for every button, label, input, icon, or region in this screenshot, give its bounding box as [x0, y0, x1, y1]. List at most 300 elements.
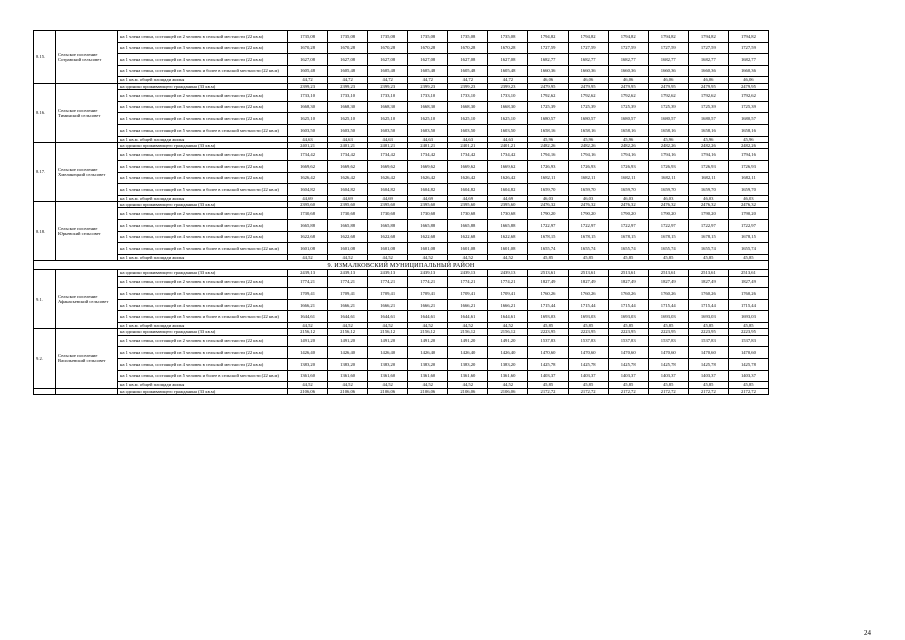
value-cell: 1665,88	[448, 220, 488, 232]
value-cell: 1682,11	[608, 172, 648, 184]
value-cell: 45,85	[688, 254, 728, 260]
value-cell: 1383,20	[488, 358, 528, 370]
table-row	[34, 220, 769, 232]
value-cell: 1605,48	[408, 65, 448, 77]
value-cell: 1491,20	[288, 335, 328, 347]
section-row	[34, 261, 769, 270]
indicator-label: на 1 члена семьи, состоящей из 5 человек и более в сельской местности (22 кв.м)	[118, 311, 288, 323]
value-cell: 1790,20	[528, 208, 568, 220]
value-cell: 1669,62	[408, 160, 448, 172]
value-cell: 1666,21	[328, 299, 368, 311]
value-cell: 1626,42	[448, 172, 488, 184]
value-cell: 45,85	[568, 254, 608, 260]
value-cell: 1383,20	[288, 358, 328, 370]
value-cell: 45,85	[728, 323, 768, 329]
value-cell: 1537,83	[648, 335, 688, 347]
value-cell: 1794,16	[648, 149, 688, 161]
indicator-label: на одиноко проживающего гражданина (33 кв.м)	[118, 142, 288, 148]
value-cell: 2106,06	[488, 388, 528, 394]
value-cell: 1669,62	[488, 160, 528, 172]
value-cell: 1734,42	[488, 149, 528, 161]
value-cell: 1655,74	[528, 243, 568, 255]
value-cell: 2399,23	[288, 83, 328, 89]
value-cell: 1726,93	[728, 160, 768, 172]
value-cell: 2172,72	[688, 388, 728, 394]
value-cell: 1735,08	[488, 31, 528, 43]
indicator-label: на 1 члена семьи, состоящей из 2 человек в сельской местности (22 кв.м)	[118, 276, 288, 288]
value-cell: 2439,13	[448, 270, 488, 276]
value-cell: 1403,37	[688, 370, 728, 382]
value-cell: 1622,68	[368, 231, 408, 243]
value-cell: 1794,16	[608, 149, 648, 161]
value-cell: 44,72	[488, 77, 528, 83]
table-row	[34, 184, 769, 196]
value-cell: 1670,28	[488, 42, 528, 54]
value-cell: 2223,95	[728, 329, 768, 335]
value-cell: 1760,26	[568, 288, 608, 300]
value-cell: 1709,41	[328, 288, 368, 300]
value-cell: 1601,08	[368, 243, 408, 255]
value-cell: 1790,20	[568, 208, 608, 220]
indicator-label: на одиноко проживающего гражданина (33 кв.м)	[118, 202, 288, 208]
value-cell: 1734,42	[328, 149, 368, 161]
value-cell: 1622,68	[448, 231, 488, 243]
value-cell: 1730,68	[288, 208, 328, 220]
indicator-label: на 1 члена семьи, состоящей из 3 человек в сельской местности (22 кв.м)	[118, 347, 288, 359]
value-cell: 2399,23	[408, 83, 448, 89]
value-cell: 1734,42	[288, 149, 328, 161]
value-cell: 1470,60	[648, 347, 688, 359]
value-cell: 2479,95	[648, 83, 688, 89]
value-cell: 1735,08	[368, 31, 408, 43]
value-cell: 1722,97	[688, 220, 728, 232]
value-cell: 1725,39	[528, 101, 568, 113]
value-cell: 1622,68	[488, 231, 528, 243]
settlement-number	[34, 388, 56, 394]
value-cell: 1666,21	[448, 299, 488, 311]
value-cell: 1774,21	[288, 276, 328, 288]
value-cell: 1733,10	[488, 90, 528, 102]
value-cell: 1794,82	[528, 31, 568, 43]
table-row	[34, 231, 769, 243]
value-cell: 2439,13	[488, 270, 528, 276]
value-cell: 1601,08	[448, 243, 488, 255]
value-cell: 1604,82	[408, 184, 448, 196]
value-cell: 1537,83	[528, 335, 568, 347]
value-cell: 2395,60	[488, 202, 528, 208]
value-cell: 1659,70	[528, 184, 568, 196]
value-cell: 2482,26	[648, 142, 688, 148]
value-cell: 1644,61	[488, 311, 528, 323]
value-cell: 1658,16	[688, 124, 728, 136]
value-cell: 2106,06	[288, 388, 328, 394]
value-cell: 1426,40	[448, 347, 488, 359]
value-cell: 1693,03	[608, 311, 648, 323]
table-row	[34, 124, 769, 136]
value-cell: 2395,60	[448, 202, 488, 208]
value-cell: 1659,70	[648, 184, 688, 196]
value-cell: 1730,68	[328, 208, 368, 220]
value-cell: 1665,88	[328, 220, 368, 232]
value-cell: 2106,06	[368, 388, 408, 394]
value-cell: 1537,83	[688, 335, 728, 347]
value-cell: 1644,61	[448, 311, 488, 323]
value-cell: 1426,40	[488, 347, 528, 359]
value-cell: 1727,59	[648, 42, 688, 54]
value-cell: 46,03	[568, 195, 608, 201]
value-cell: 2513,61	[528, 270, 568, 276]
value-cell: 1733,10	[368, 90, 408, 102]
value-cell: 44,63	[408, 136, 448, 142]
indicator-label: на одиноко проживающего гражданина (33 кв.м)	[118, 83, 288, 89]
value-cell: 1655,74	[728, 243, 768, 255]
value-cell: 1426,40	[408, 347, 448, 359]
value-cell: 1792,62	[568, 90, 608, 102]
value-cell: 2172,72	[608, 388, 648, 394]
table-row	[34, 42, 769, 54]
value-cell: 2479,95	[528, 83, 568, 89]
value-cell: 1727,59	[688, 42, 728, 54]
value-cell: 2172,72	[528, 388, 568, 394]
value-cell: 45,96	[648, 136, 688, 142]
settlement-name: Сельское поселение Тиминский сельсовет	[56, 83, 118, 142]
table-row	[34, 388, 769, 394]
value-cell: 1605,48	[288, 65, 328, 77]
value-cell: 2482,26	[728, 142, 768, 148]
value-cell: 1709,41	[448, 288, 488, 300]
value-cell: 1670,28	[328, 42, 368, 54]
value-cell: 2156,12	[448, 329, 488, 335]
value-cell: 1682,11	[568, 172, 608, 184]
value-cell: 1682,77	[568, 54, 608, 66]
indicator-label: на 1 члена семьи, состоящей из 3 человек в сельской местности (22 кв.м)	[118, 220, 288, 232]
value-cell: 1601,08	[408, 243, 448, 255]
value-cell: 1622,68	[288, 231, 328, 243]
value-cell: 1660,36	[568, 65, 608, 77]
value-cell: 1603,50	[368, 124, 408, 136]
value-cell: 46,06	[688, 77, 728, 83]
value-cell: 1735,08	[288, 31, 328, 43]
value-cell: 44,69	[488, 195, 528, 201]
value-cell: 44,63	[288, 136, 328, 142]
value-cell: 1794,16	[728, 149, 768, 161]
value-cell: 44,63	[448, 136, 488, 142]
value-cell: 2479,95	[688, 83, 728, 89]
value-cell: 1715,44	[568, 299, 608, 311]
indicator-label: на 1 члена семьи, состоящей из 2 человек в сельской местности (22 кв.м)	[118, 90, 288, 102]
settlement-name: Сельское поселение Юрьевский сельсовет	[56, 202, 118, 261]
value-cell: 2399,23	[488, 83, 528, 89]
value-cell: 1735,08	[448, 31, 488, 43]
value-cell: 44,52	[408, 382, 448, 388]
value-cell: 1603,50	[408, 124, 448, 136]
value-cell: 1625,10	[408, 113, 448, 125]
value-cell: 1361,60	[408, 370, 448, 382]
value-cell: 2106,06	[328, 388, 368, 394]
value-cell: 44,63	[488, 136, 528, 142]
value-cell: 1669,62	[368, 160, 408, 172]
value-cell: 1760,26	[688, 288, 728, 300]
value-cell: 1655,74	[568, 243, 608, 255]
value-cell: 2106,06	[448, 388, 488, 394]
value-cell: 1425,78	[648, 358, 688, 370]
value-cell: 1604,82	[328, 184, 368, 196]
value-cell: 1603,50	[488, 124, 528, 136]
value-cell: 1668,30	[368, 101, 408, 113]
value-cell: 1669,62	[288, 160, 328, 172]
value-cell: 1627,08	[288, 54, 328, 66]
value-cell: 1665,88	[288, 220, 328, 232]
value-cell: 44,52	[488, 382, 528, 388]
value-cell: 1361,60	[328, 370, 368, 382]
value-cell: 1678,15	[528, 231, 568, 243]
value-cell: 1670,28	[448, 42, 488, 54]
value-cell: 45,96	[608, 136, 648, 142]
value-cell: 44,52	[488, 323, 528, 329]
value-cell: 1734,42	[448, 149, 488, 161]
value-cell: 45,96	[568, 136, 608, 142]
value-cell: 1794,82	[608, 31, 648, 43]
value-cell: 1658,16	[608, 124, 648, 136]
value-cell: 1726,93	[648, 160, 688, 172]
value-cell: 1665,88	[368, 220, 408, 232]
value-cell: 1622,68	[408, 231, 448, 243]
table-row	[34, 172, 769, 184]
value-cell: 1426,40	[368, 347, 408, 359]
value-cell: 1726,93	[688, 160, 728, 172]
value-cell: 2401,21	[408, 142, 448, 148]
value-cell: 1682,11	[648, 172, 688, 184]
value-cell: 46,03	[528, 195, 568, 201]
value-cell: 2156,12	[488, 329, 528, 335]
value-cell: 1790,20	[608, 208, 648, 220]
value-cell: 1725,39	[608, 101, 648, 113]
value-cell: 45,85	[648, 254, 688, 260]
value-cell: 44,72	[448, 77, 488, 83]
value-cell: 1727,59	[728, 42, 768, 54]
indicator-label: на 1 члена семьи, состоящей из 4 человек в сельской местности (22 кв.м)	[118, 299, 288, 311]
value-cell: 1709,41	[288, 288, 328, 300]
value-cell: 1668,30	[288, 101, 328, 113]
value-cell: 1470,60	[528, 347, 568, 359]
value-cell: 1678,15	[648, 231, 688, 243]
value-cell: 2401,21	[488, 142, 528, 148]
table-row	[34, 90, 769, 102]
value-cell: 44,72	[288, 77, 328, 83]
value-cell: 1644,61	[368, 311, 408, 323]
value-cell: 2439,13	[328, 270, 368, 276]
value-cell: 1604,82	[488, 184, 528, 196]
indicator-label: на 1 члена семьи, состоящей из 5 человек и более в сельской местности (22 кв.м)	[118, 370, 288, 382]
value-cell: 1426,40	[328, 347, 368, 359]
value-cell: 45,96	[728, 136, 768, 142]
value-cell: 1760,26	[648, 288, 688, 300]
value-cell: 44,69	[408, 195, 448, 201]
value-cell: 1470,60	[728, 347, 768, 359]
value-cell: 45,85	[688, 382, 728, 388]
value-cell: 1604,82	[448, 184, 488, 196]
value-cell: 1774,21	[488, 276, 528, 288]
value-cell: 1760,26	[608, 288, 648, 300]
value-cell: 45,85	[528, 382, 568, 388]
indicator-label: на 1 члена семьи, состоящей из 5 человек и более в сельской местности (22 кв.м)	[118, 184, 288, 196]
value-cell: 44,69	[328, 195, 368, 201]
indicator-label: на одиноко проживающего гражданина (33 кв.м)	[118, 270, 288, 276]
value-cell: 2401,21	[328, 142, 368, 148]
value-cell: 44,72	[408, 77, 448, 83]
value-cell: 1655,74	[608, 243, 648, 255]
value-cell: 1794,16	[568, 149, 608, 161]
value-cell: 2223,95	[608, 329, 648, 335]
value-cell: 1470,60	[688, 347, 728, 359]
value-cell: 2439,13	[368, 270, 408, 276]
value-cell: 1693,03	[648, 311, 688, 323]
indicator-label: на 1 члена семьи, состоящей из 3 человек в сельской местности (22 кв.м)	[118, 42, 288, 54]
indicator-label: на 1 члена семьи, состоящей из 4 человек в сельской местности (22 кв.м)	[118, 172, 288, 184]
value-cell: 1727,59	[528, 42, 568, 54]
value-cell: 2476,32	[728, 202, 768, 208]
value-cell: 45,96	[688, 136, 728, 142]
value-cell: 1361,60	[448, 370, 488, 382]
value-cell: 1491,20	[448, 335, 488, 347]
value-cell: 2106,06	[408, 388, 448, 394]
value-cell: 1669,62	[448, 160, 488, 172]
value-cell: 44,69	[288, 195, 328, 201]
settlement-number: 8.16.	[34, 83, 56, 142]
indicator-label: на 1 кв.м. общей площади жилья	[118, 382, 288, 388]
value-cell: 1827,49	[568, 276, 608, 288]
value-cell: 1626,42	[488, 172, 528, 184]
value-cell: 1715,44	[608, 299, 648, 311]
value-cell: 45,85	[568, 382, 608, 388]
value-cell: 44,52	[408, 323, 448, 329]
value-cell: 1792,62	[728, 90, 768, 102]
value-cell: 2395,60	[328, 202, 368, 208]
value-cell: 1792,62	[608, 90, 648, 102]
value-cell: 1660,36	[688, 65, 728, 77]
value-cell: 1625,10	[448, 113, 488, 125]
value-cell: 1601,08	[288, 243, 328, 255]
value-cell: 1725,39	[568, 101, 608, 113]
value-cell: 2401,21	[448, 142, 488, 148]
value-cell: 1644,61	[328, 311, 368, 323]
value-cell: 1730,68	[408, 208, 448, 220]
table-row	[34, 335, 769, 347]
value-cell: 1725,39	[648, 101, 688, 113]
value-cell: 44,52	[368, 254, 408, 260]
value-cell: 1403,37	[608, 370, 648, 382]
page-number: 24	[864, 629, 871, 637]
value-cell: 2479,95	[568, 83, 608, 89]
table-row	[34, 243, 769, 255]
value-cell: 44,52	[288, 323, 328, 329]
settlement-name: Сельское поселение Афанасьевский сельсовет	[56, 270, 118, 329]
table-row	[34, 31, 769, 43]
value-cell: 1827,49	[688, 276, 728, 288]
value-cell: 45,85	[728, 254, 768, 260]
value-cell: 2399,23	[328, 83, 368, 89]
value-cell: 1693,03	[568, 311, 608, 323]
indicator-label: на 1 члена семьи, состоящей из 4 человек в сельской местности (22 кв.м)	[118, 113, 288, 125]
value-cell: 1730,68	[448, 208, 488, 220]
table-row	[34, 299, 769, 311]
value-cell: 1709,41	[368, 288, 408, 300]
indicator-label: на 1 кв.м. общей площади жилья	[118, 77, 288, 83]
value-cell: 1670,28	[368, 42, 408, 54]
value-cell: 1659,70	[728, 184, 768, 196]
value-cell: 1722,97	[648, 220, 688, 232]
value-cell: 1604,82	[288, 184, 328, 196]
value-cell: 1666,21	[368, 299, 408, 311]
value-cell: 1626,42	[328, 172, 368, 184]
section-title: 9. ИЗМАЛКОВСКИЙ МУНИЦИПАЛЬНЫЙ РАЙОН	[34, 261, 769, 270]
value-cell: 1730,68	[368, 208, 408, 220]
value-cell: 1383,20	[448, 358, 488, 370]
value-cell: 1425,78	[608, 358, 648, 370]
value-cell: 44,52	[328, 254, 368, 260]
value-cell: 1715,44	[648, 299, 688, 311]
settlement-number: 8.17.	[34, 142, 56, 201]
value-cell: 1625,10	[488, 113, 528, 125]
value-cell: 2482,26	[608, 142, 648, 148]
value-cell: 45,85	[688, 323, 728, 329]
value-cell: 1722,97	[568, 220, 608, 232]
value-cell: 1760,26	[528, 288, 568, 300]
value-cell: 1790,20	[688, 208, 728, 220]
value-cell: 2172,72	[728, 388, 768, 394]
value-cell: 1626,42	[288, 172, 328, 184]
value-cell: 1682,77	[608, 54, 648, 66]
value-cell: 1491,20	[488, 335, 528, 347]
value-cell: 44,69	[368, 195, 408, 201]
value-cell: 1827,49	[528, 276, 568, 288]
indicator-label: на 1 члена семьи, состоящей из 5 человек и более в сельской местности (22 кв.м)	[118, 124, 288, 136]
value-cell: 1693,03	[528, 311, 568, 323]
value-cell: 1827,49	[728, 276, 768, 288]
table-row	[34, 54, 769, 66]
table-row	[34, 276, 769, 288]
value-cell: 1678,15	[608, 231, 648, 243]
value-cell: 2395,60	[408, 202, 448, 208]
value-cell: 1680,57	[528, 113, 568, 125]
value-cell: 1774,21	[368, 276, 408, 288]
value-cell: 2156,12	[288, 329, 328, 335]
value-cell: 1792,62	[688, 90, 728, 102]
value-cell: 2156,12	[328, 329, 368, 335]
value-cell: 2401,21	[288, 142, 328, 148]
value-cell: 1666,21	[488, 299, 528, 311]
value-cell: 1644,61	[288, 311, 328, 323]
value-cell: 1601,08	[488, 243, 528, 255]
value-cell: 44,52	[328, 323, 368, 329]
value-cell: 1678,15	[688, 231, 728, 243]
value-cell: 1626,42	[408, 172, 448, 184]
value-cell: 1425,78	[688, 358, 728, 370]
value-cell: 2482,26	[528, 142, 568, 148]
value-cell: 45,85	[528, 323, 568, 329]
value-cell: 46,03	[728, 195, 768, 201]
indicator-label: на 1 члена семьи, состоящей из 3 человек в сельской местности (22 кв.м)	[118, 101, 288, 113]
value-cell: 2223,95	[568, 329, 608, 335]
value-cell: 1655,74	[688, 243, 728, 255]
value-cell: 1670,28	[408, 42, 448, 54]
indicator-label: на одиноко проживающего гражданина (33 кв.м)	[118, 388, 288, 394]
indicator-label: на 1 кв.м. общей площади жилья	[118, 195, 288, 201]
value-cell: 1660,36	[608, 65, 648, 77]
value-cell: 44,52	[448, 254, 488, 260]
value-cell: 1425,78	[728, 358, 768, 370]
table-row	[34, 311, 769, 323]
